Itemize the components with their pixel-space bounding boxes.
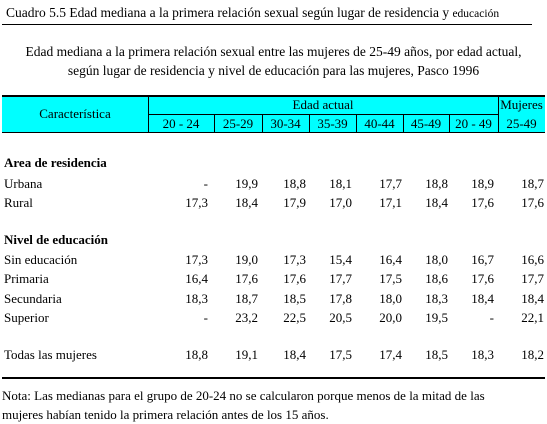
cell-value: 20,0 [379, 310, 402, 325]
row-label: Sin educación [4, 252, 78, 267]
cell-value: 22,5 [283, 310, 306, 325]
cell-value: - [203, 176, 208, 191]
cell-value: 18,1 [329, 176, 352, 191]
table-title [6, 5, 499, 21]
cell-value: 20,5 [329, 310, 352, 325]
cell-value: 16,7 [471, 252, 494, 267]
cell-value: 18,4 [235, 195, 258, 210]
cell-value: 17,9 [283, 195, 306, 210]
cell-value: 17,1 [379, 195, 402, 210]
cell-value: 17,3 [283, 252, 306, 267]
header-col: 40-44 [364, 116, 395, 131]
note-line-2: mujeres habían tenido la primera relación antes de los 15 años. [2, 407, 329, 422]
cell-value: 19,5 [425, 310, 448, 325]
cell-value: 17,5 [379, 271, 402, 286]
header-col: 45-49 [410, 116, 442, 131]
cell-value: 17,6 [471, 271, 494, 286]
table-title-main: Cuadro 5.5 Edad mediana a la primera relación sexual según lugar de residencia y [6, 5, 450, 20]
table-title-suffix: educación [452, 8, 500, 20]
cell-value: 17,7 [329, 271, 352, 286]
cell-value: - [203, 310, 208, 325]
subtitle-line-1: Edad mediana a la primera relación sexual entre las mujeres de 25-49 años, por edad actual, [25, 44, 522, 59]
header-mujeres: Mujeres [500, 97, 543, 112]
total-value: 19,1 [235, 347, 258, 362]
header-bottom-rule [2, 132, 545, 133]
header-col: 25-29 [222, 116, 254, 131]
cell-value: 18,3 [425, 291, 448, 306]
cell-value: 18,4 [471, 291, 494, 306]
cell-value: 18,4 [425, 195, 448, 210]
cell-value: 18,3 [185, 291, 208, 306]
cell-value: 15,4 [329, 252, 352, 267]
total-value: 17,4 [379, 347, 402, 362]
cell-value: 16,4 [185, 271, 208, 286]
total-value: 17,5 [329, 347, 352, 362]
note-line-1: Nota: Las medianas para el grupo de 20-24 no se calcularon porque menos de la mitad de las [2, 388, 485, 403]
table-bottom-rule [2, 377, 545, 379]
cell-value: 18,8 [425, 176, 448, 191]
cell-value: 17,0 [329, 195, 352, 210]
row-label: Primaria [4, 271, 49, 286]
cell-value: 18,7 [235, 291, 258, 306]
cell-value: 17,7 [379, 176, 402, 191]
cell-value: 19,9 [235, 176, 258, 191]
cell-value: 18,7 [521, 176, 544, 191]
table-note [2, 386, 485, 424]
cell-value: 18,5 [283, 291, 306, 306]
cell-value: 18,8 [283, 176, 306, 191]
total-value: 18,8 [185, 347, 208, 362]
cell-value: 17,8 [329, 291, 352, 306]
cell-value: 23,2 [235, 310, 258, 325]
title-underline [2, 24, 532, 25]
row-label: Superior [4, 310, 49, 325]
total-value: 18,3 [471, 347, 494, 362]
total-value: 18,5 [425, 347, 448, 362]
header-edad-actual: Edad actual [292, 97, 354, 112]
cell-value: 16,4 [379, 252, 402, 267]
cell-value: 19,0 [235, 252, 258, 267]
header-caracteristica: Característica [39, 106, 111, 121]
cell-value: 17,3 [185, 195, 208, 210]
header-col: 30-34 [270, 116, 301, 131]
subtitle-line-2: según lugar de residencia y nivel de educación para las mujeres, Pasco 1996 [67, 63, 480, 78]
cell-value: - [489, 310, 494, 325]
cell-value: 18,0 [379, 291, 402, 306]
section-heading: Nivel de educación [4, 232, 108, 247]
edad-actual-rule [148, 114, 498, 115]
header-col: 20 - 24 [162, 116, 200, 131]
cell-value: 18,0 [425, 252, 448, 267]
row-label: Rural [4, 195, 33, 210]
cell-value: 17,6 [471, 195, 494, 210]
cell-value: 17,6 [521, 195, 544, 210]
cell-value: 18,4 [521, 291, 544, 306]
cell-value: 22,1 [521, 310, 544, 325]
total-value: 18,2 [521, 347, 544, 362]
cell-value: 17,6 [283, 271, 306, 286]
header-col: 20 - 49 [455, 116, 492, 131]
section-heading: Area de residencia [4, 155, 107, 170]
cell-value: 16,6 [521, 252, 544, 267]
cell-value: 17,7 [521, 271, 544, 286]
row-label: Secundaria [4, 291, 62, 306]
row-label: Urbana [4, 176, 43, 191]
cell-value: 18,6 [425, 271, 448, 286]
header-col: 35-39 [317, 116, 348, 131]
header-col: 25-49 [506, 116, 537, 131]
total-value: 18,4 [283, 347, 306, 362]
cell-value: 18,9 [471, 176, 494, 191]
cell-value: 17,3 [185, 252, 208, 267]
cell-value: 17,6 [235, 271, 258, 286]
total-row-label: Todas las mujeres [4, 347, 97, 362]
